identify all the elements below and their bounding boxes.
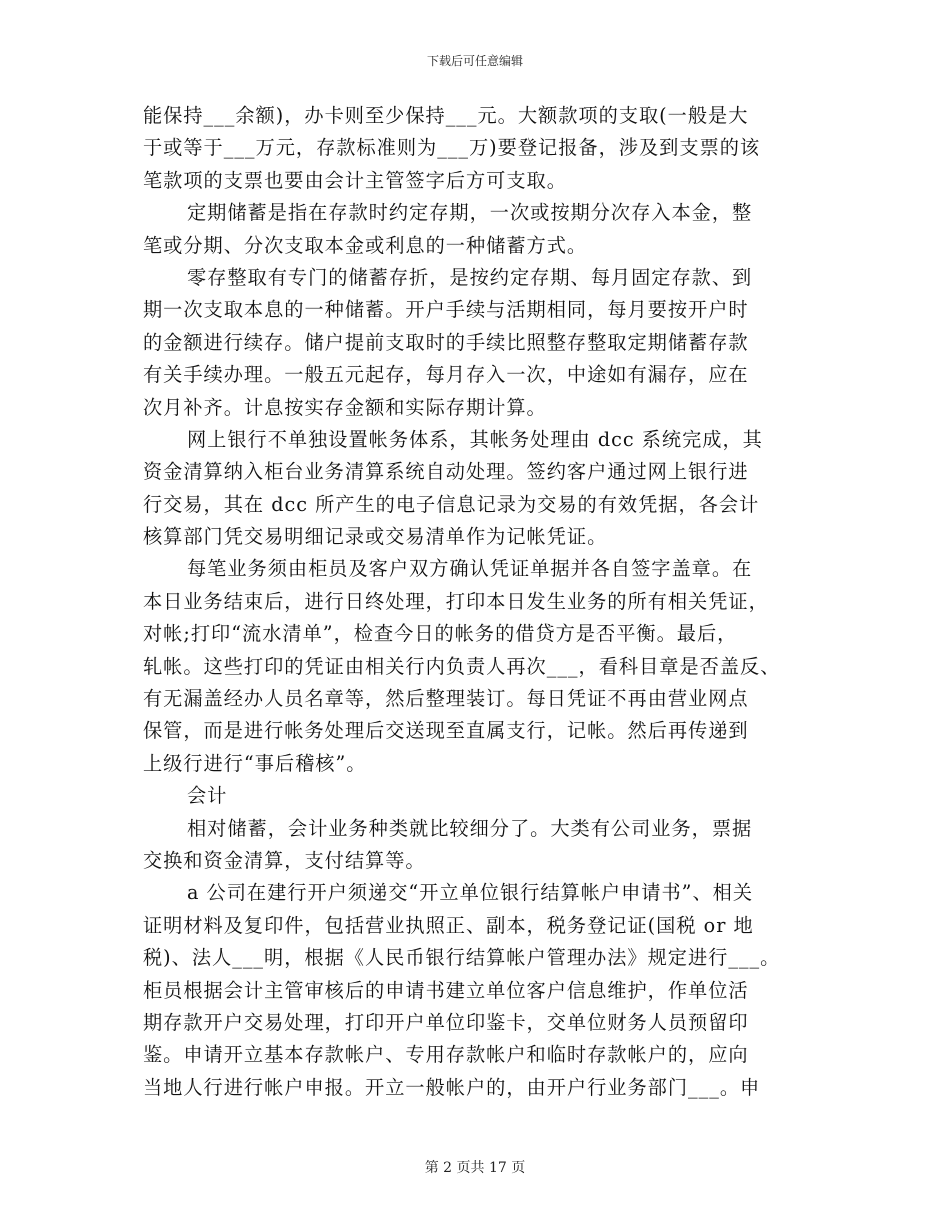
text-line: 网上银行不单独设置帐务体系，其帐务处理由 dcc 系统完成，其: [187, 427, 763, 451]
text-line: 的金额进行续存。储户提前支取时的手续比照整存整取定期储蓄存款: [143, 330, 749, 354]
text-line: 上级行进行“事后稽核”。: [143, 751, 367, 775]
text-line: 有关手续办理。一般五元起存，每月存入一次，中途如有漏存，应在: [143, 363, 749, 387]
text-line: 能保持___余额)，办卡则至少保持___元。大额款项的支取(一般是大: [143, 104, 749, 127]
page-header: 下载后可任意编辑: [426, 54, 523, 68]
text-line: 税)、法人___明，根据《人民币银行结算帐户管理办法》规定进行___。: [143, 946, 781, 970]
text-line: 对帐;打印“流水清单”，检查今日的帐务的借贷方是否平衡。最后，: [143, 622, 738, 646]
text-line: 鉴。申请开立基本存款帐户、专用存款帐户和临时存款帐户的，应向: [143, 1043, 749, 1067]
text-line: 保管，而是进行帐务处理后交送现至直属支行，记帐。然后再传递到: [143, 719, 749, 743]
text-line: 核算部门凭交易明细记录或交易清单作为记帐凭证。: [143, 525, 608, 549]
text-line: 笔或分期、分次支取本金或利息的一种储蓄方式。: [143, 233, 588, 257]
text-line: 期存款开户交易处理，打印开户单位印鉴卡，交单位财务人员预留印: [143, 1010, 749, 1034]
text-line: 柜员根据会计主管审核后的申请书建立单位客户信息维护，作单位活: [143, 978, 749, 1002]
text-line: 有无漏盖经办人员名章等，然后整理装订。每日凭证不再由营业网点: [143, 687, 749, 711]
text-line: 相对储蓄，会计业务种类就比较细分了。大类有公司业务，票据: [187, 816, 753, 840]
text-line: 每笔业务须由柜员及客户双方确认凭证单据并各自签字盖章。在: [187, 557, 753, 581]
text-line: 行交易，其在 dcc 所产生的电子信息记录为交易的有效凭据，各会计: [143, 492, 760, 516]
text-line: a 公司在建行开户须递交“开立单位银行结算帐户申请书”、相关: [187, 881, 754, 905]
text-line: 期一次支取本息的一种储蓄。开户手续与活期相同，每月要按开户时: [143, 298, 749, 322]
text-line: 本日业务结束后，进行日终处理，打印本日发生业务的所有相关凭证，: [143, 589, 769, 613]
text-line: 证明材料及复印件，包括营业执照正、副本，税务登记证(国税 or 地: [143, 913, 754, 937]
text-line: 笔款项的支票也要由会计主管签字后方可支取。: [143, 168, 567, 192]
body-text: [143, 100, 815, 1104]
text-line: 资金清算纳入柜台业务清算系统自动处理。签约客户通过网上银行进: [143, 460, 749, 484]
text-line: 当地人行进行帐户申报。开立一般帐户的，由开户行业务部门___。申: [143, 1075, 761, 1099]
text-line: 次月补齐。计息按实存金额和实际存期计算。: [143, 395, 547, 419]
page-footer: 第 2 页共 17 页: [424, 1160, 526, 1176]
text-line: 定期储蓄是指在存款时约定存期，一次或按期分次存入本金，整: [187, 201, 753, 225]
text-line: 零存整取有专门的储蓄存折，是按约定存期、每月固定存款、到: [187, 265, 753, 289]
text-line: 轧帐。这些打印的凭证由相关行内负责人再次___，看科目章是否盖反、: [143, 654, 781, 678]
text-line: 会计: [187, 784, 228, 808]
text-line: 交换和资金清算，支付结算等。: [143, 848, 426, 872]
text-line: 于或等于___万元，存款标准则为___万)要登记报备，涉及到支票的该: [143, 136, 761, 160]
